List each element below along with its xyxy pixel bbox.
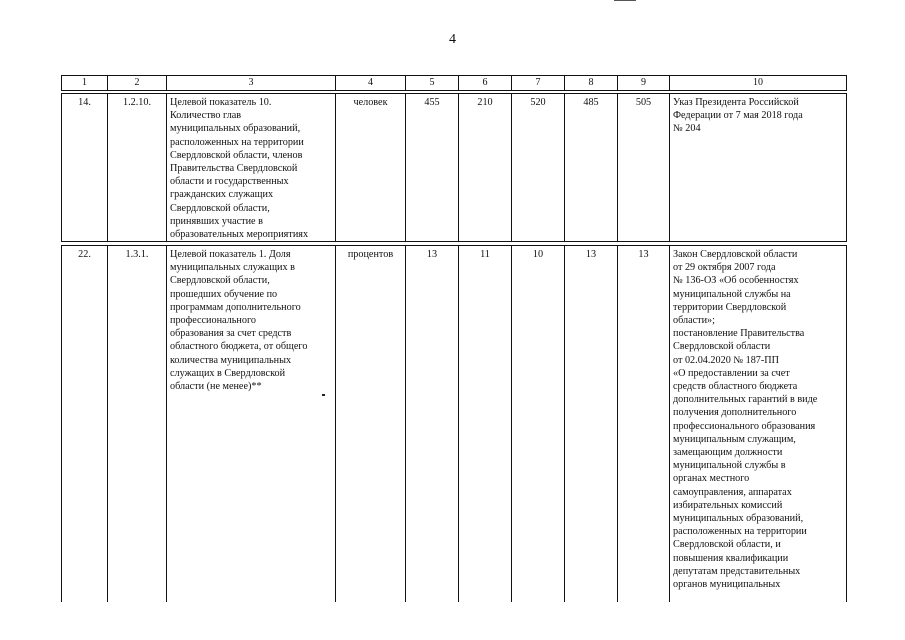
indicator-description	[167, 94, 336, 241]
indicator-line: Целевой показатель 10.	[170, 97, 272, 108]
basis-line: избирательных комиссий	[673, 499, 783, 511]
basis-line: области»;	[673, 315, 715, 327]
basis-line: муниципальным служащим,	[673, 433, 796, 445]
basis-line: муниципальной службы на	[673, 288, 791, 300]
indicator-line: расположенных на территории	[170, 136, 304, 148]
basis-line: получения дополнительного	[673, 407, 797, 419]
value-col-9: 13	[618, 246, 670, 602]
indicator-line: Свердловской области,	[170, 202, 270, 214]
basis-line: Свердловской области, и	[673, 539, 781, 551]
indicator-line: Целевой показатель 1. Доля	[170, 249, 291, 260]
header-col-6: 6	[459, 76, 512, 90]
basis-line: расположенных на территории	[673, 526, 807, 538]
header-col-5: 5	[406, 76, 459, 90]
ink-dot	[322, 394, 325, 396]
basis-line: профессионального образования	[673, 420, 816, 432]
table-header-row	[61, 75, 847, 91]
page-number: 4	[449, 32, 456, 47]
indicator-description	[167, 246, 336, 602]
row-code: 1.2.10.	[108, 94, 167, 241]
basis-line: депутатам представительных	[673, 565, 801, 577]
scan-mark	[614, 0, 636, 1]
basis-line: от 02.04.2020 № 187-ПП	[673, 354, 780, 366]
basis-line: самоуправления, аппаратах	[673, 486, 792, 498]
row-number: 22.	[62, 246, 108, 602]
row-code: 1.3.1.	[108, 246, 167, 602]
indicator-line: служащих в Свердловской	[170, 367, 286, 379]
basis-line: органах местного	[673, 473, 750, 485]
indicator-line: Свердловской области, членов	[170, 149, 303, 161]
basis-line: повышения квалификации	[673, 552, 789, 564]
value-col-5: 13	[406, 246, 459, 602]
value-col-8: 13	[565, 246, 618, 602]
basis-line: средств областного бюджета	[673, 381, 798, 393]
basis-line: от 29 октября 2007 года	[673, 262, 776, 274]
unit-of-measure: человек	[336, 94, 406, 241]
row-number: 14.	[62, 94, 108, 241]
indicator-line: муниципальных образований,	[170, 123, 301, 135]
indicator-line: Свердловской области,	[170, 275, 270, 287]
indicator-line: области и государственных	[170, 176, 289, 188]
table-row	[61, 245, 847, 602]
indicator-line: образования за счет средств	[170, 328, 292, 340]
value-col-6: 11	[459, 246, 512, 602]
basis-line: Федерации от 7 мая 2018 года	[673, 110, 803, 122]
basis-line: органов муниципальных	[673, 579, 781, 591]
table-row	[61, 93, 847, 242]
indicator-line: профессионального	[170, 315, 256, 327]
header-col-2: 2	[108, 76, 167, 90]
indicator-line: области (не менее)**	[170, 381, 262, 393]
header-col-9: 9	[618, 76, 670, 90]
header-col-7: 7	[512, 76, 565, 90]
basis-line: замещающим должности	[673, 447, 783, 459]
header-col-10: 10	[753, 77, 763, 88]
indicator-line: муниципальных служащих в	[170, 262, 295, 274]
basis-line: муниципальной службы в	[673, 460, 786, 472]
basis-line: дополнительных гарантий в виде	[673, 394, 818, 406]
indicator-line: количества муниципальных	[170, 354, 292, 366]
basis-line: Закон Свердловской области	[673, 249, 798, 260]
basis-line: муниципальных образований,	[673, 513, 804, 525]
indicator-table	[61, 75, 847, 602]
indicator-line: прошедших обучение по	[170, 288, 278, 300]
basis-line: Указ Президента Российской	[673, 97, 799, 108]
indicator-line: Количество глав	[170, 110, 242, 122]
value-col-7: 520	[512, 94, 565, 241]
value-col-8: 485	[565, 94, 618, 241]
value-col-7: 10	[512, 246, 565, 602]
value-col-9: 505	[618, 94, 670, 241]
header-col-3: 3	[167, 76, 336, 90]
basis-line: постановление Правительства	[673, 328, 805, 340]
indicator-line: областного бюджета, от общего	[170, 341, 308, 353]
indicator-line: программам дополнительного	[170, 301, 301, 313]
indicator-line: принявших участие в	[170, 215, 263, 227]
indicator-line: гражданских служащих	[170, 189, 274, 201]
unit-of-measure: процентов	[336, 246, 406, 602]
value-col-5: 455	[406, 94, 459, 241]
basis-line: № 136-ОЗ «Об особенностях	[673, 275, 799, 287]
basis-line: № 204	[673, 123, 701, 135]
indicator-line: образовательных мероприятиях	[170, 229, 309, 241]
legal-basis	[670, 94, 846, 241]
header-col-1: 1	[62, 76, 108, 90]
value-col-6: 210	[459, 94, 512, 241]
legal-basis	[670, 246, 846, 602]
indicator-line: Правительства Свердловской	[170, 163, 298, 175]
header-col-4: 4	[336, 76, 406, 90]
header-col-8: 8	[565, 76, 618, 90]
basis-line: территории Свердловской	[673, 301, 787, 313]
basis-line: Свердловской области	[673, 341, 771, 353]
basis-line: «О предоставлении за счет	[673, 367, 790, 379]
